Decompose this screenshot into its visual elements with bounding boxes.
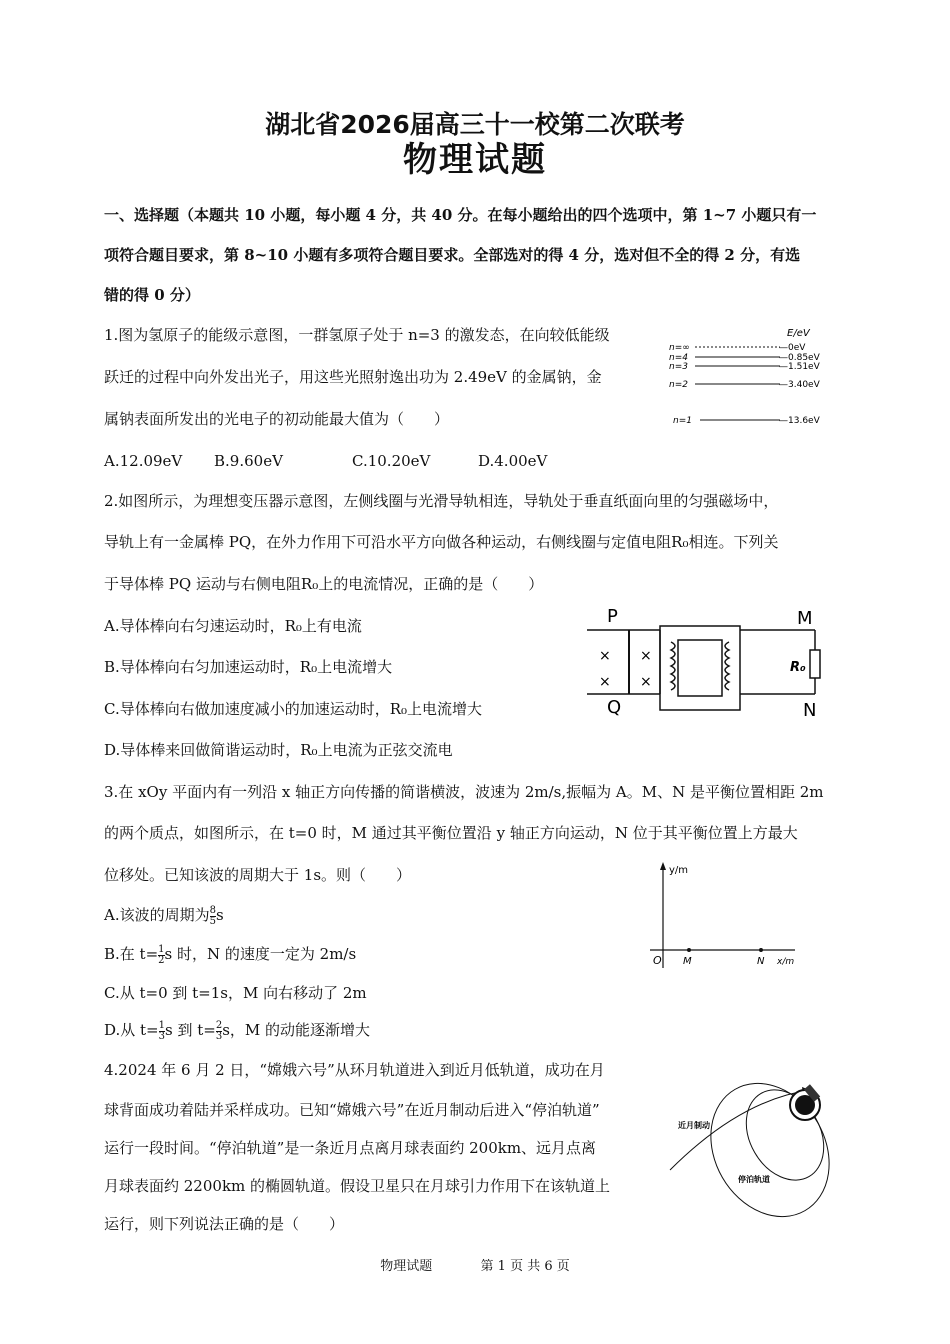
q1-option-a: A.12.09eV bbox=[104, 452, 183, 470]
level-e-3: —1.51eV bbox=[779, 362, 820, 372]
q3-option-d: D.从 t= $\frac{1}{3}$ s 到 t= $\frac{2}{3}$ s，M 的动能逐渐增大 bbox=[104, 1019, 371, 1042]
origin-label: O bbox=[653, 954, 662, 967]
orbit-diagram bbox=[660, 1060, 850, 1230]
q3-option-b: B.在 t= $\frac{1}{2}$ s 时，N 的速度一定为 2m/s bbox=[104, 943, 357, 966]
level-e-4: —0.85eV bbox=[779, 353, 820, 363]
y-axis-label: y/m bbox=[669, 865, 689, 876]
q3-option-a: A.该波的周期为 $\frac{8}{5}$ s bbox=[104, 904, 224, 927]
point-m-label: M bbox=[683, 956, 692, 967]
level-e-2: —3.40eV bbox=[779, 380, 820, 390]
q1-stem-line3: 属钠表面所发出的光电子的初动能最大值为（ ） bbox=[104, 410, 450, 428]
field-cross-2: × bbox=[599, 674, 611, 690]
q1-option-c: C.10.20eV bbox=[352, 452, 431, 470]
level-n-1: n=1 bbox=[673, 416, 692, 426]
q4-stem-line5: 运行，则下列说法正确的是（ ） bbox=[104, 1215, 345, 1233]
label-m: M bbox=[797, 608, 813, 629]
energy-unit-label: E/eV bbox=[787, 328, 810, 339]
point-n bbox=[759, 948, 763, 952]
parking-orbit-label: 停泊轨道 bbox=[738, 1175, 770, 1184]
q3-option-c: C.从 t=0 到 t=1s，M 向右移动了 2m bbox=[104, 984, 367, 1002]
field-cross-4: × bbox=[640, 674, 652, 690]
q2-stem-line3: 于导体棒 PQ 运动与右侧电阻R₀上的电流情况，正确的是（ ） bbox=[104, 575, 544, 593]
q4-stem-line4: 月球表面约 2200km 的椭圆轨道。假设卫星只在月球引力作用下在该轨道上 bbox=[104, 1177, 611, 1195]
q2-stem-line2: 导轨上有一金属棒 PQ，在外力作用下可沿水平方向做各种运动，右侧线圈与定值电阻R₀相连。下列关 bbox=[104, 533, 779, 551]
footer-page: 第 1 页 共 6 页 bbox=[480, 1259, 570, 1274]
level-e-1: —13.6eV bbox=[779, 416, 820, 426]
level-n-inf: n=∞ bbox=[669, 343, 690, 353]
field-cross-1: × bbox=[599, 648, 611, 664]
q4-stem-line1: 4.2024 年 6 月 2 日，“嫦娥六号”从环月轨道进入到近月低轨道，成功在月 bbox=[104, 1061, 605, 1079]
secondary-coil bbox=[725, 642, 729, 690]
level-e-inf: —0eV bbox=[779, 343, 806, 353]
section-instruction-line2: 项符合题目要求，第 8~10 小题有多项符合题目要求。全部选对的得 4 分，选对但不全的得 2 分，有选 bbox=[104, 246, 801, 264]
q3-stem-line1: 3.在 xOy 平面内有一列沿 x 轴正方向传播的简谐横波，波速为 2m/s,振幅为 A。M、N 是平衡位置相距 2m bbox=[104, 783, 824, 801]
footer-subject: 物理试题 bbox=[380, 1259, 433, 1274]
q3-stem-line3: 位移处。已知该波的周期大于 1s。则（ ） bbox=[104, 866, 412, 884]
section-instruction-line3: 错的得 0 分） bbox=[104, 286, 200, 304]
point-n-label: N bbox=[757, 956, 765, 967]
transfer-trajectory bbox=[670, 1090, 810, 1170]
q2-option-d: D.导体棒来回做简谐运动时，R₀上电流为正弦交流电 bbox=[104, 741, 453, 759]
field-cross-3: × bbox=[640, 648, 652, 664]
q1-stem-line2: 跃迁的过程中向外发出光子，用这些光照射逸出功为 2.49eV 的金属钠，金 bbox=[104, 368, 602, 386]
label-q: Q bbox=[607, 697, 622, 718]
level-n-2: n=2 bbox=[669, 380, 688, 390]
brake-label: 近月制动 bbox=[678, 1121, 710, 1130]
q2-option-a: A.导体棒向右匀速运动时，R₀上有电流 bbox=[104, 617, 362, 635]
section-instruction-line1: 一、选择题（本题共 10 小题，每小题 4 分，共 40 分。在每小题给出的四个选项中，第 1~7 小题只有一 bbox=[104, 206, 817, 224]
wave-axes-diagram bbox=[645, 858, 805, 973]
resistor-label: R₀ bbox=[790, 660, 806, 675]
transformer-core-outer bbox=[660, 626, 740, 710]
transformer-core-inner bbox=[678, 640, 722, 696]
level-n-4: n=4 bbox=[669, 353, 688, 363]
q4-stem-line3: 运行一段时间。“停泊轨道”是一条近月点离月球表面约 200km、远月点离 bbox=[104, 1139, 597, 1157]
energy-level-diagram bbox=[665, 322, 845, 432]
primary-coil bbox=[671, 642, 675, 690]
q1-stem-line1: 1.图为氢原子的能级示意图，一群氢原子处于 n=3 的激发态，在向较低能级 bbox=[104, 326, 610, 344]
y-axis-arrow bbox=[660, 862, 666, 870]
x-axis-label: x/m bbox=[777, 957, 795, 967]
q1-option-d: D.4.00eV bbox=[478, 452, 548, 470]
exam-title: 湖北省2026届高三十一校第二次联考 bbox=[265, 110, 685, 139]
label-n: N bbox=[803, 700, 817, 721]
q1-option-b: B.9.60eV bbox=[214, 452, 283, 470]
label-p: P bbox=[607, 606, 618, 627]
level-n-3: n=3 bbox=[669, 362, 688, 372]
transformer-diagram bbox=[585, 600, 845, 725]
q3-stem-line2: 的两个质点，如图所示，在 t=0 时，M 通过其平衡位置沿 y 轴正方向运动，N 位于其平衡位置上方最大 bbox=[104, 824, 798, 842]
q2-option-c: C.导体棒向右做加速度减小的加速运动时，R₀上电流增大 bbox=[104, 700, 483, 718]
point-m bbox=[687, 948, 691, 952]
exam-subject: 物理试题 bbox=[403, 140, 547, 180]
page-footer bbox=[0, 1255, 950, 1274]
q4-stem-line2: 球背面成功着陆并采样成功。已知“嫦娥六号”在近月制动后进入“停泊轨道” bbox=[104, 1101, 600, 1119]
q2-stem-line1: 2.如图所示，为理想变压器示意图，左侧线圈与光滑导轨相连，导轨处于垂直纸面向里的匀强磁场中， bbox=[104, 492, 779, 510]
q2-option-b: B.导体棒向右匀加速运动时，R₀上电流增大 bbox=[104, 658, 393, 676]
resistor-r0 bbox=[810, 650, 820, 678]
parking-orbit bbox=[687, 1062, 850, 1230]
